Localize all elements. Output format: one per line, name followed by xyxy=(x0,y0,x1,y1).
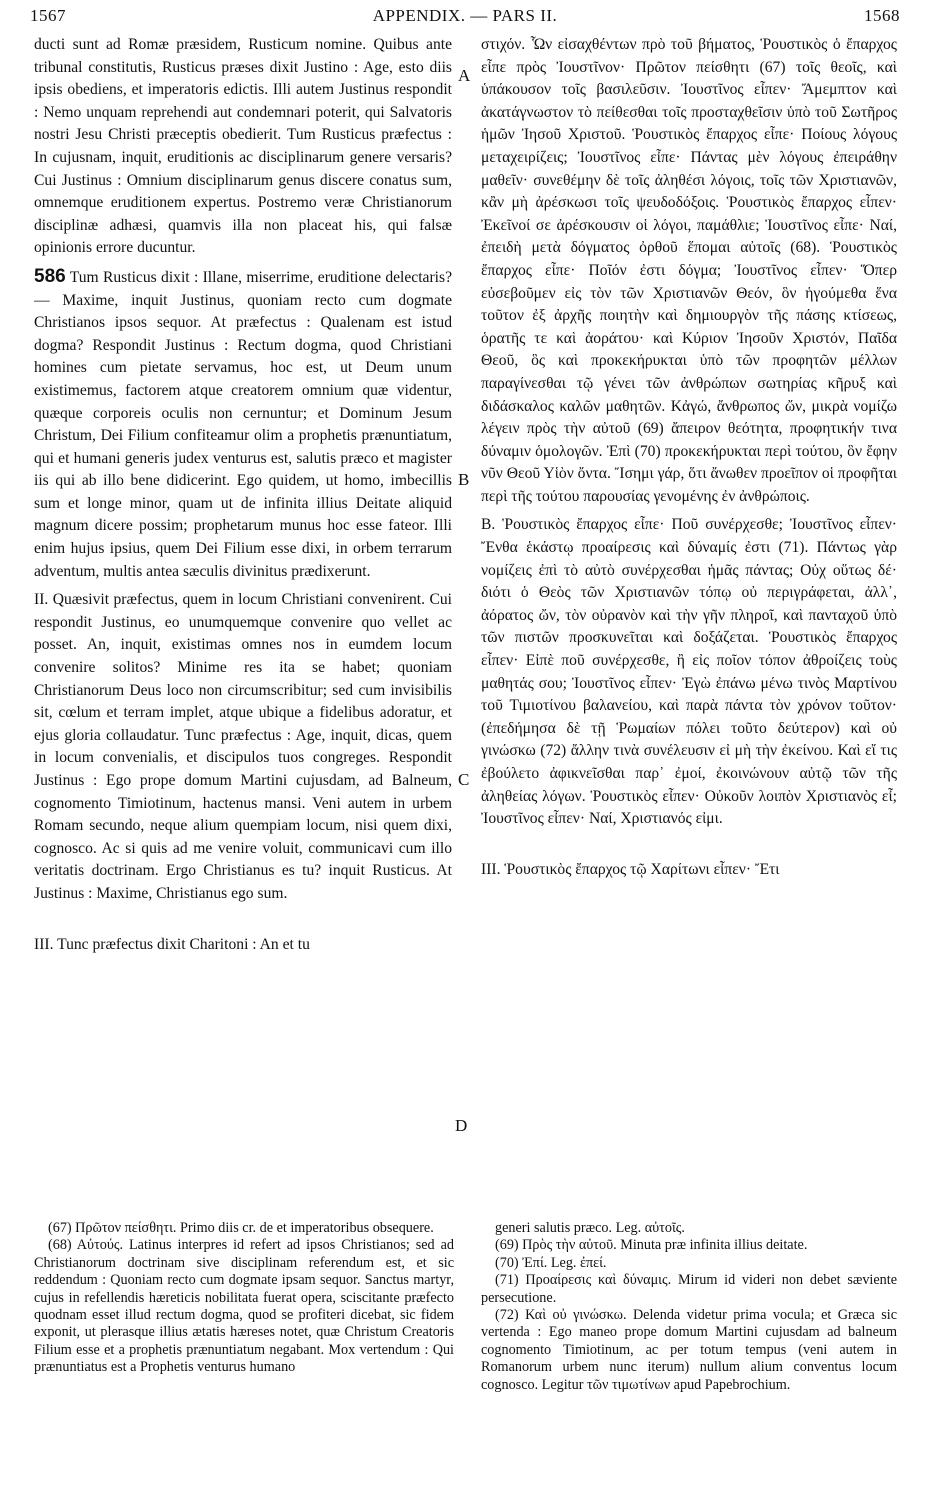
footnote: (67) Πρῶτον πείσθητι. Primo diis cr. de et imperatoribus obsequere. xyxy=(48,1220,434,1236)
footnote: (70) Ἐπί. Leg. ἐπεί. xyxy=(495,1254,607,1271)
page-number-right: 1568 xyxy=(864,6,900,25)
latin-paragraph-1: ducti sunt ad Romæ præsidem, Rusticum nomine. Quibus ante tribunal constitutis, Rusticus præses dixit Justino : Age, esto diis ipsis obediens, et imperatoris edictis. Illi autem Justinus respondit : Nemo unquam reprehendi aut condemnari poterit, qui Salvatoris nostri Jesu Christi præceptis obedierit. Tum Rusticus præfectus : In cujusnam, inquit, eruditionis ac disciplinarum genere versaris? Cui Justinus : Omnium disciplinarum genus discere conatus sum, omnemque eruditionem expertus. Postremo veræ Christianorum disciplinæ adhæsi, quamvis illa non placeat his, qui falsæ opinionis errore ducuntur. xyxy=(34,36,452,257)
margin-marker-a: A xyxy=(458,66,471,85)
latin-paragraph-2 xyxy=(34,266,452,583)
footnote: (69) Πρὸς τὴν αὐτοῦ. Minuta præ infinita illius deitate. xyxy=(495,1237,808,1254)
margin-marker-b: B xyxy=(458,470,470,489)
section-number: 586 xyxy=(34,265,66,287)
footnote: (68) Αὐτούς. Latinus interpres id refert ad ipsos Christianos; sed ad Christianorum doctrinam sive disciplinam referendum est, et sic reddendum : Quoniam recto cum dogmate ipsam sequor. Sanctus martyr, cujus in refellendis hæreticis nobilitata fuerat opera, sciscitante præfecto quodnam esset illud rectum dogma, quod se profiteri dicebat, sic fidem exponit, ut plerasque illius ætatis hæreses notet, quæ Christum Creatoris Filium esse et a prophetis prænuntiatum negabant. Mox vertendum : Qui prænuntiatus est a Prophetis venturus humano xyxy=(34,1237,454,1376)
margin-marker-c: C xyxy=(458,770,470,789)
greek-paragraph-3: III. Ῥουστικὸς ἔπαρχος τῷ Χαρίτωνι εἶπεν· Ἔτι xyxy=(481,860,780,878)
latin-text-column xyxy=(34,34,452,1194)
greek-text-column xyxy=(481,34,897,1194)
latin-paragraph-2-text: Tum Rusticus dixit : Illane, miserrime, eruditione delectaris? — Maxime, inquit Justinus, quoniam recto cum dogmate Christianos ipsos sequor. At præfectus : Qualenam est istud dogma? Respondit Justinus : Rectum dogma, quod Christiani homines cum pietate servamus, hoc est, ut Deum unum existimemus, factorem atque creatorem omnium quæ videntur, quæque corporeis oculis non cernuntur; et Dominum Jesum Christum, Dei Filium confiteamur olim a prophetis prænuntiatum, qui et humani generis judex venturus est, salutis præco et magister iis qui ab illo bene didicerint. Ego quidem, ut homo, imbecillis sum et longe minor, quam ut de infinita illius Deitate aliquid magnum dicere possim; prophetarum munus hoc esse fateor. Illi enim hujus ipsius, quem Dei Filium esse dixi, in orbem terrarum adventum, multis antea sæculis divinitus prædixerunt. xyxy=(34,268,452,580)
footnotes-right xyxy=(481,1220,897,1490)
greek-paragraph-1: στιχόν. Ὧν εἰσαχθέντων πρὸ τοῦ βήματος, Ῥουστικὸς ὁ ἔπαρχος εἶπε πρὸς Ἰουστῖνον· Πρῶτον πείσθητι (67) τοῖς θεοῖς, καὶ ὑπάκουσον τοῖς βασιλεῦσιν. Ἰουστῖνος εἶπεν· Ἄμεμπτον καὶ ἀκατάγνωστον τὸ πείθεσθαι τοῖς προσταχθεῖσιν ὑπὸ τοῦ Σωτῆρος ἡμῶν Ἰησοῦ Χριστοῦ. Ῥουστικὸς ἔπαρχος εἶπε· Ποίους λόγους μεταχειρίζεις; Ἰουστῖνος εἶπε· Πάντας μὲν λόγους ἐπειράθην μαθεῖν· συνεθέμην δὲ τοῖς ἀληθέσι λόγοις, τοῖς τῶν Χριστιανῶν, κἂν μὴ ἀρέσκωσι τοῖς ψευδοδόξοις. Ῥουστικὸς ἔπαρχος εἶπεν· Ἐκεῖνοί σε ἀρέσκουσιν οἱ λόγοι, παμάθλιε; Ἰουστῖνος εἶπε· Ναί, ἐπειδὴ μετὰ δόγματος ὀρθοῦ ἕπομαι αὐτοῖς (68). Ῥουστικὸς ἔπαρχος εἶπε· Ποῖόν ἐστι δόγμα; Ἰουστῖνος εἶπεν· Ὅπερ εὐσεβοῦμεν εἰς τὸν τῶν Χριστιανῶν Θεόν, ὃν ἡγούμεθα ἕνα τοῦτον ἐξ ἀρχῆς ποιητὴν καὶ δημιουργὸν τῆς πάσης κτίσεως, ὁρατῆς τε καὶ ἀοράτου· καὶ Κύριον Ἰησοῦν Χριστόν, Παῖδα Θεοῦ, ὃς καὶ προκεκήρυκται ὑπὸ τῶν προφητῶν μέλλων παραγίνεσθαι τῷ γένει τῶν ἀνθρώπων σωτηρίας κῆρυξ καὶ διδάσκαλος καλῶν μαθητῶν. Κἀγώ, ἄνθρωπος ὤν, μικρὰ νομίζω λέγειν πρὸς τὴν αὐτοῦ (69) ἄπειρον θεότητα, προφητικήν τινα δύναμιν ὁμολογῶν. Ἐπὶ (70) προκεκήρυκται περὶ τούτου, ὃν ἔφην νῦν Θεοῦ Υἱὸν ὄντα. Ἴσημι γάρ, ὅτι ἄνωθεν προεῖπον οἱ προφῆται περὶ τῆς τούτου παρουσίας γενομένης ἐν ἀνθρώποις. xyxy=(481,36,897,505)
footnote: (71) Προαίρεσις καὶ δύναμις. Mirum id videri non debet sæviente persecutione. xyxy=(481,1272,897,1306)
footnotes-left xyxy=(34,1220,454,1490)
latin-paragraph-4: III. Tunc præfectus dixit Charitoni : An et tu xyxy=(34,935,310,953)
greek-paragraph-2: Β. Ῥουστικὸς ἔπαρχος εἶπε· Ποῦ συνέρχεσθε; Ἰουστῖνος εἶπεν· Ἔνθα ἑκάστῳ προαίρεσις καὶ δύναμίς ἐστι (71). Πάντως γὰρ νομίζεις ἐπὶ τὸ αὐτὸ συνέρχεσθαι ἡμᾶς πάντας; Οὐχ οὕτως δέ· διότι ὁ Θεὸς τῶν Χριστιανῶν τόπῳ οὐ περιγράφεται, ἀλλ᾽, ἀόρατος ὤν, τὸν οὐρανὸν καὶ τὴν γῆν πληροῖ, καὶ πανταχοῦ ὑπὸ τῶν πιστῶν προσκυνεῖται καὶ δοξάζεται. Ῥουστικὸς ἔπαρχος εἶπεν· Εἰπὲ ποῦ συνέρχεσθε, ἢ εἰς ποῖον τόπον ἀθροίζεις τοὺς μαθητάς σου; Ἰουστῖνος εἶπεν· Ἐγὼ ἐπάνω μένω τινὸς Μαρτίνου τοῦ Τιμιοτίνου βαλανείου, καὶ παρὰ πάντα τὸν χρόνον τοῦτον· (ἐπεδήμησα δὲ τῇ Ῥωμαίων πόλει τοῦτο δεύτερον) καὶ οὐ γινώσκω (72) ἄλλην τινὰ συνέλευσιν εἰ μὴ τὴν ἐκείνου. Καὶ εἴ τις ἐβούλετο ἀφικνεῖσθαι παρ᾽ ἐμοί, ἐκοινώνουν αὐτῷ τῶν τῆς ἀληθείας λόγων. Ῥουστικὸς εἶπεν· Οὐκοῦν λοιπὸν Χριστιανὸς εἶ; Ἰουστῖνος εἶπεν· Ναί, Χριστιανός εἰμι. xyxy=(481,516,897,828)
latin-paragraph-3: II. Quæsivit præfectus, quem in locum Christiani convenirent. Cui respondit Justinus, eo unumquemque convenire quo vellet ac posset. An, inquit, existimas omnes nos in eumdem locum convenire solitos? Minime res ita se habet; quoniam Christianorum Deus loco non circumscribitur; sed cum invisibilis sit, cœlum et terram implet, atque ubique a fidelibus adoratur, et ejus gloria collaudatur. Tunc præfectus : Age, inquit, dicas, quem in locum convenialis, et discipulos tuos congreges. Respondit Justinus : Ego prope domum Martini cujusdam, ad Balneum, cognomento Timiotinum, hactenus mansi. Veni autem in urbem Romam secundo, neque alium quempiam locum, nisi quem dixi, cognosco. Ac si quis ad me venire voluit, communicavi cum illo veritatis doctrinam. Ergo Christianus es tu? inquit Rusticus. At Justinus : Maxime, Christianus ego sum. xyxy=(34,591,452,902)
footnote: (72) Καὶ οὐ γινώσκω. Delenda videtur prima vocula; et Græca sic vertenda : Ego maneo prope domum Martini cujusdam ad balneum cognomento Timiotinum, ac per totum tempus (veni autem in Romanorum urbem nunc iterum) nullum alium conventus locum cognosco. Legitur τῶν τιμωτίνων apud Papebrochium. xyxy=(481,1307,897,1393)
footnote: generi salutis præco. Leg. αὐτοῖς. xyxy=(495,1220,685,1236)
page-header xyxy=(30,4,900,30)
page-number-left: 1567 xyxy=(30,6,66,25)
running-title: APPENDIX. — PARS II. xyxy=(372,6,558,25)
margin-marker-d: D xyxy=(455,1116,468,1135)
